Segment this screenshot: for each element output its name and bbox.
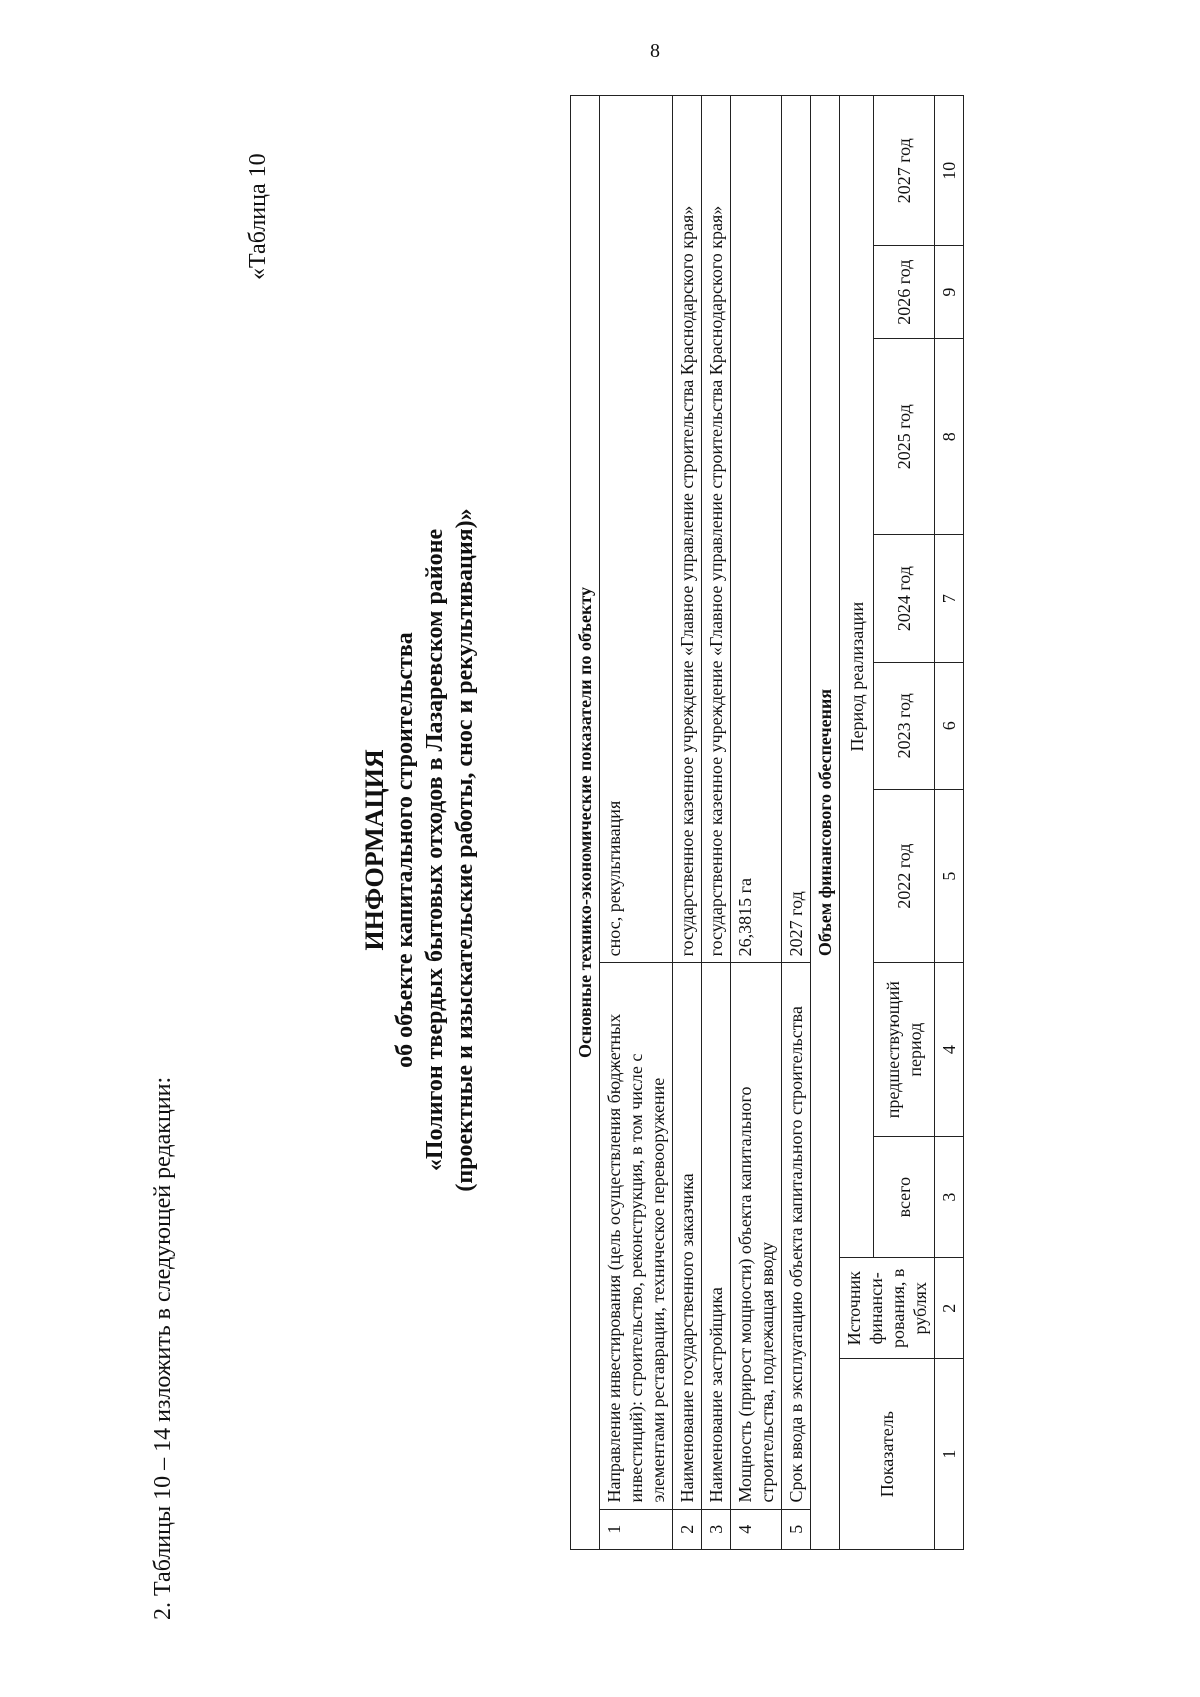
info-table: [570, 95, 964, 1550]
fin-header-row-1: [840, 96, 874, 1550]
row-value: 2027 год: [782, 96, 811, 963]
header-previous-period: предшествующий период: [874, 963, 935, 1137]
row-label: Направление инвестирования (цель осуществления бюджетных инвестиций): строительство, реконструкция, в том числе с элементами реставрации, техническое перевооружение: [600, 963, 673, 1509]
page-number: 8: [650, 40, 660, 62]
table-row: [782, 96, 811, 1550]
col-number: 3: [935, 1136, 964, 1257]
col-number: 7: [935, 535, 964, 662]
row-number: 1: [600, 1509, 673, 1549]
document-heading: [360, 80, 480, 1620]
column-number-row: [935, 96, 964, 1550]
row-value: снос, рекультивация: [600, 96, 673, 963]
header-2025: 2025 год: [874, 338, 935, 535]
row-label: Наименование государственного заказчика: [673, 963, 702, 1509]
row-number: 2: [673, 1509, 702, 1549]
col-number: 1: [935, 1359, 964, 1550]
section-title-financial: Объем финансового обеспечения: [811, 96, 840, 1550]
col-number: 4: [935, 963, 964, 1137]
header-period: Период реализации: [840, 96, 874, 1258]
section-row-technical: [571, 96, 600, 1550]
header-2024: 2024 год: [874, 535, 935, 662]
row-label: Срок ввода в эксплуатацию объекта капитального строительства: [782, 963, 811, 1509]
header-total: всего: [874, 1136, 935, 1257]
row-label: Мощность (прирост мощности) объекта капитального строительства, подлежащая вводу: [731, 963, 782, 1509]
heading-line-2: «Полигон твердых бытовых отходов в Лазаревском районе: [422, 528, 448, 1172]
section-row-financial: [811, 96, 840, 1550]
col-number: 10: [935, 96, 964, 246]
row-value: государственное казенное учреждение «Главное управление строительства Краснодарского края»: [702, 96, 731, 963]
row-number: 3: [702, 1509, 731, 1549]
heading-line-3: (проектные и изыскательские работы, снос и рекультивация)»: [452, 508, 478, 1192]
header-2023: 2023 год: [874, 662, 935, 789]
col-number: 2: [935, 1258, 964, 1359]
header-2027: 2027 год: [874, 96, 935, 246]
heading-title: ИНФОРМАЦИЯ: [360, 749, 389, 951]
intro-text: 2. Таблицы 10 – 14 изложить в следующей редакции:: [150, 1076, 176, 1620]
header-indicator: Показатель: [840, 1359, 935, 1550]
row-number: 5: [782, 1509, 811, 1549]
col-number: 9: [935, 246, 964, 339]
rotated-page-content: [125, 80, 1145, 1620]
col-number: 8: [935, 338, 964, 535]
row-value: государственное казенное учреждение «Главное управление строительства Краснодарского края»: [673, 96, 702, 963]
table-row: [731, 96, 782, 1550]
row-value: 26,3815 га: [731, 96, 782, 963]
row-label: Наименование застройщика: [702, 963, 731, 1509]
header-2022: 2022 год: [874, 789, 935, 962]
col-number: 6: [935, 662, 964, 789]
row-number: 4: [731, 1509, 782, 1549]
table-row: [702, 96, 731, 1550]
heading-line-1: об объекте капитального строительства: [392, 632, 418, 1068]
table-reference: «Таблица 10: [245, 153, 271, 280]
header-2026: 2026 год: [874, 246, 935, 339]
col-number: 5: [935, 789, 964, 962]
header-source: Источник финанси-рования, в рублях: [840, 1258, 935, 1359]
table-row: [600, 96, 673, 1550]
table-row: [673, 96, 702, 1550]
section-title-technical: Основные технико-экономические показатели по объекту: [571, 96, 600, 1550]
